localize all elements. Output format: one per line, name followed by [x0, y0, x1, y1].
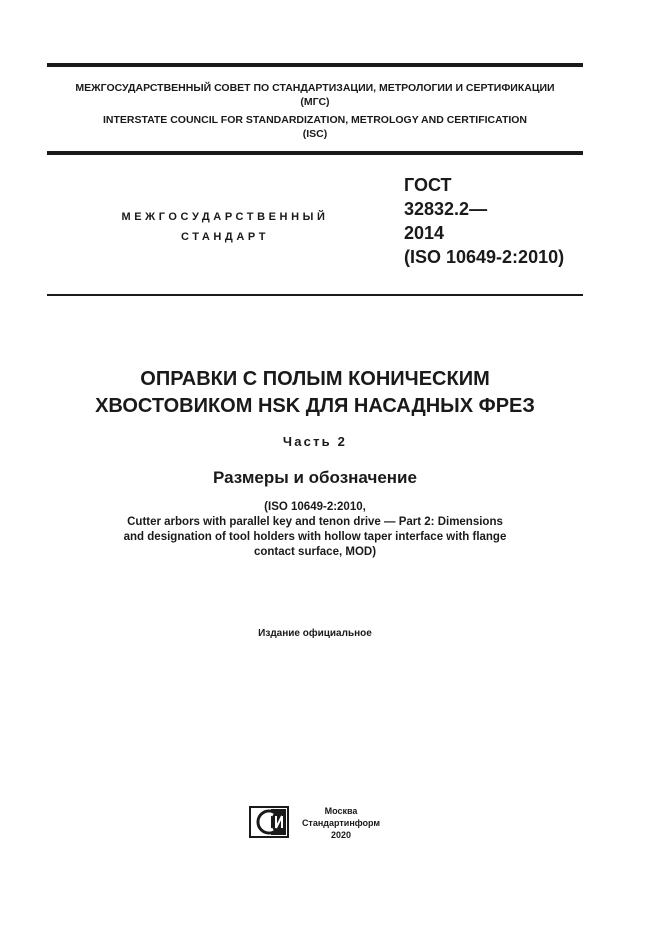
publisher-year: 2020: [330, 830, 352, 840]
publisher-info: [296, 805, 386, 841]
iso-line2: Cutter arbors with parallel key and tenon drive — Part 2: Dimensions: [127, 516, 503, 528]
council-abbr-en: (ISC): [302, 128, 328, 140]
standartinform-logo-icon: [249, 806, 289, 838]
standard-type-line1: МЕЖГОСУДАРСТВЕННЫЙ: [121, 211, 329, 223]
publisher-name: Стандартинформ: [301, 818, 381, 828]
designation-rule: [47, 294, 583, 296]
iso-reference-block: [47, 500, 583, 560]
council-abbr-ru: (МГС): [300, 96, 330, 108]
council-name-en: INTERSTATE COUNCIL FOR STANDARDIZATION, METROLOGY AND CERTIFICATION: [102, 114, 528, 126]
standard-type: [100, 207, 350, 247]
title-line1: ОПРАВКИ С ПОЛЫМ КОНИЧЕСКИМ: [140, 368, 490, 390]
designation-year: 2014: [404, 223, 445, 243]
header-rule: [47, 151, 583, 155]
document-subtitle: Размеры и обозначение: [213, 468, 417, 487]
standard-designation: [404, 173, 564, 269]
title-line2: ХВОСТОВИКОМ HSK ДЛЯ НАСАДНЫХ ФРЕЗ: [95, 395, 535, 417]
part-number: Часть 2: [282, 434, 348, 449]
iso-line1: (ISO 10649-2:2010,: [264, 501, 366, 513]
iso-line4: contact surface, MOD): [253, 546, 377, 558]
edition-label: Издание официальное: [258, 628, 372, 639]
designation-number: 32832.2—: [404, 199, 488, 219]
iso-line3: and designation of tool holders with hollow taper interface with flange: [123, 531, 507, 543]
publisher-city: Москва: [324, 806, 358, 816]
council-header-ru: [47, 81, 583, 109]
council-name-ru: МЕЖГОСУДАРСТВЕННЫЙ СОВЕТ ПО СТАНДАРТИЗАЦИИ, МЕТРОЛОГИИ И СЕРТИФИКАЦИИ: [75, 82, 555, 94]
designation-prefix: ГОСТ: [404, 175, 452, 195]
standard-type-line2: СТАНДАРТ: [180, 231, 270, 243]
top-rule: [47, 63, 583, 67]
council-header-en: [47, 113, 583, 141]
designation-iso-ref: (ISO 10649-2:2010): [404, 247, 565, 267]
document-title: [47, 366, 583, 420]
